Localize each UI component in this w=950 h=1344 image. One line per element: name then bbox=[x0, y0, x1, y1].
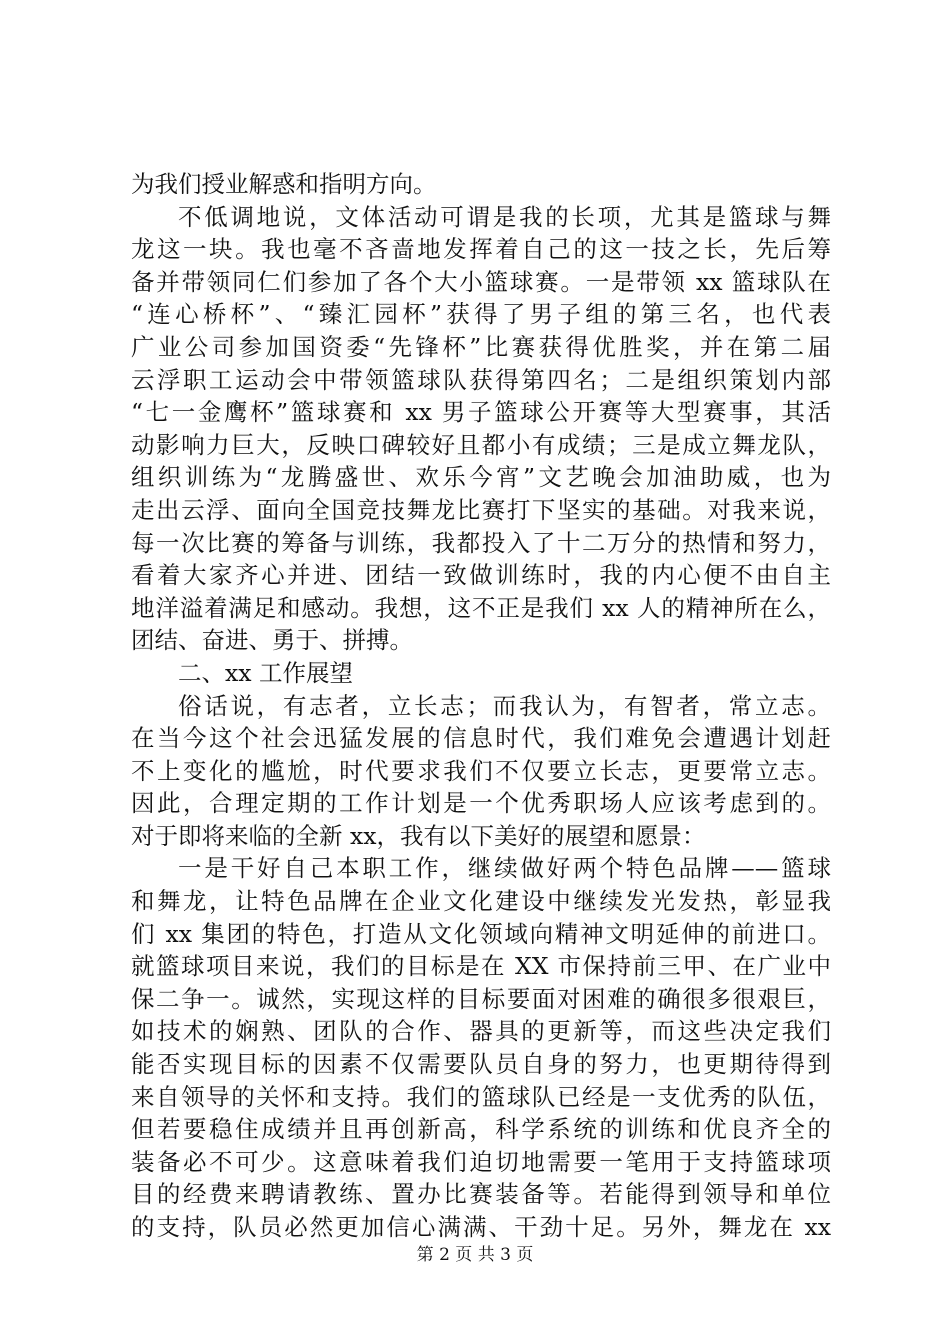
text-line: 团结、奋进、勇于、拼搏。 bbox=[131, 626, 413, 655]
text-line: 一是干好自己本职工作，继续做好两个特色品牌——篮球 bbox=[178, 854, 831, 883]
text-line: 保二争一。诚然，实现这样的目标要面对困难的确很多很艰巨， bbox=[131, 984, 831, 1013]
text-line: 广业公司参加国资委“先锋杯”比赛获得优胜奖，并在第二届 bbox=[131, 332, 831, 361]
text-line: 们 xx 集团的特色，打造从文化领域向精神文明延伸的前进口。 bbox=[131, 919, 831, 948]
text-line: 每一次比赛的筹备与训练，我都投入了十二万分的热情和努力， bbox=[131, 528, 831, 557]
document-body bbox=[131, 168, 831, 1244]
text-line: 和舞龙，让特色品牌在企业文化建设中继续发光发热，彰显我 bbox=[131, 887, 831, 916]
text-line: 来自领导的关怀和支持。我们的篮球队已经是一支优秀的队伍， bbox=[131, 1082, 831, 1111]
text-line: 但若要稳住成绩并且再创新高，科学系统的训练和优良齐全的 bbox=[131, 1115, 831, 1144]
text-line: 为我们授业解惑和指明方向。 bbox=[131, 170, 437, 198]
text-line: 目的经费来聘请教练、置办比赛装备等。若能得到领导和单位 bbox=[131, 1180, 831, 1209]
text-line: 对于即将来临的全新 xx，我有以下美好的展望和愿景： bbox=[131, 821, 706, 850]
text-line: 看着大家齐心并进、团结一致做训练时，我的内心便不由自主 bbox=[131, 561, 831, 590]
text-line: “七一金鹰杯”篮球赛和 xx 男子篮球公开赛等大型赛事，其活 bbox=[131, 398, 831, 427]
text-line: 因此，合理定期的工作计划是一个优秀职场人应该考虑到的。 bbox=[131, 789, 831, 818]
text-line: 组织训练为“龙腾盛世、欢乐今宵”文艺晚会加油助威，也为 bbox=[131, 463, 831, 492]
text-line: 俗话说，有志者，立长志；而我认为，有智者，常立志。 bbox=[178, 691, 831, 720]
text-line: 能否实现目标的因素不仅需要队员自身的努力，也更期待得到 bbox=[131, 1050, 831, 1079]
text-line: 不低调地说，文体活动可谓是我的长项，尤其是篮球与舞 bbox=[178, 202, 831, 231]
text-line: 不上变化的尴尬，时代要求我们不仅要立长志，更要常立志。 bbox=[131, 756, 831, 785]
text-line: 的支持，队员必然更加信心满满、干劲十足。另外，舞龙在 xx bbox=[131, 1213, 831, 1241]
text-line: 走出云浮、面向全国竞技舞龙比赛打下坚实的基础。对我来说， bbox=[131, 495, 831, 524]
text-line: 装备必不可少。这意味着我们迫切地需要一笔用于支持篮球项 bbox=[131, 1147, 831, 1176]
text-line: 地洋溢着满足和感动。我想，这不正是我们 xx 人的精神所在么， bbox=[131, 593, 831, 622]
text-line: 就篮球项目来说，我们的目标是在 XX 市保持前三甲、在广业中 bbox=[131, 952, 831, 981]
text-line: 在当今这个社会迅猛发展的信息时代，我们难免会遭遇计划赶 bbox=[131, 724, 831, 753]
text-line: “连心桥杯”、“臻汇园杯”获得了男子组的第三名，也代表 bbox=[131, 300, 831, 329]
text-line: 备并带领同仁们参加了各个大小篮球赛。一是带领 xx 篮球队在 bbox=[131, 267, 831, 296]
text-line: 动影响力巨大，反映口碑较好且都小有成绩；三是成立舞龙队， bbox=[131, 430, 831, 459]
page-footer: 第 2 页 共 3 页 bbox=[416, 1245, 534, 1265]
text-line: 如技术的娴熟、团队的合作、器具的更新等，而这些决定我们 bbox=[131, 1017, 831, 1046]
text-line: 二、xx 工作展望 bbox=[178, 658, 353, 687]
text-line: 龙这一块。我也毫不吝啬地发挥着自己的这一技之长，先后筹 bbox=[131, 235, 831, 264]
text-line: 云浮职工运动会中带领篮球队获得第四名；二是组织策划内部 bbox=[131, 365, 831, 394]
